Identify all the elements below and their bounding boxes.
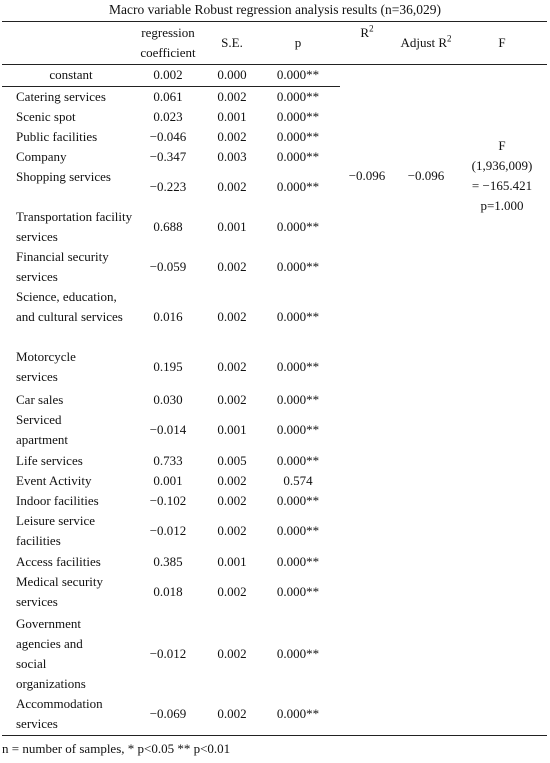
row-coef: 0.030 — [153, 392, 183, 407]
row-name: Life services — [16, 453, 83, 468]
constant-p: 0.000** — [276, 67, 320, 82]
summary-f-line: = −165.421 — [471, 178, 533, 193]
header-r2 — [338, 23, 396, 63]
row-coef: −0.046 — [149, 129, 187, 144]
row-p: 0.000** — [276, 392, 320, 407]
summary-f-line: (1,936,009) — [471, 158, 533, 173]
summary-f-line: F — [498, 138, 506, 153]
row-p: 0.000** — [276, 523, 320, 538]
row-coef: −0.059 — [149, 259, 187, 274]
row-p: 0.000** — [276, 179, 320, 194]
row-p: 0.000** — [276, 309, 320, 324]
constant-se: 0.000 — [217, 67, 247, 82]
header-r2-label: R — [360, 25, 370, 40]
header-p: p — [294, 35, 302, 50]
row-p: 0.000** — [276, 646, 320, 661]
row-name: Shopping services — [16, 169, 111, 184]
row-coef: 0.195 — [153, 359, 183, 374]
row-name: Medical security services — [16, 574, 103, 609]
row-name: Science, education, and cultural services — [16, 289, 123, 324]
row-name: Serviced apartment — [16, 412, 68, 447]
row-se: 0.002 — [217, 646, 247, 661]
row-p: 0.000** — [276, 149, 320, 164]
table-caption: Macro variable Robust regression analysis results (n=36,029) — [109, 2, 441, 17]
summary-f-block — [456, 136, 548, 216]
row-coef: −0.223 — [149, 179, 187, 194]
row-name: Motorcycle services — [16, 349, 76, 384]
row-p: 0.000** — [276, 584, 320, 599]
row-coef: 0.016 — [153, 309, 183, 324]
row-name: Accommodation services — [16, 696, 103, 731]
header-adjust-r2 — [396, 23, 456, 63]
row-name: Access facilities — [16, 554, 101, 569]
constant-coef: 0.002 — [153, 67, 183, 82]
row-coef: 0.733 — [153, 453, 183, 468]
row-se: 0.002 — [217, 584, 247, 599]
summary-adj-r2: −0.096 — [407, 168, 445, 183]
header-r2-sup: 2 — [369, 23, 374, 34]
row-coef: −0.347 — [149, 149, 187, 164]
row-p: 0.000** — [276, 89, 320, 104]
row-p: 0.574 — [283, 473, 313, 488]
row-name: Financial security services — [16, 249, 109, 284]
row-se: 0.001 — [217, 422, 247, 437]
row-name: Government agencies and social organizations — [16, 616, 86, 691]
row-name: Scenic spot — [16, 109, 76, 124]
row-se: 0.002 — [217, 392, 247, 407]
row-p: 0.000** — [276, 109, 320, 124]
row-name: Transportation facility services — [16, 209, 133, 244]
row-coef: −0.069 — [149, 706, 187, 721]
row-se: 0.005 — [217, 453, 247, 468]
header-adj-label: Adjust R — [400, 35, 448, 50]
row-coef: −0.014 — [149, 422, 187, 437]
row-se: 0.001 — [217, 219, 247, 234]
row-se: 0.002 — [217, 359, 247, 374]
row-coef: 0.688 — [153, 219, 183, 234]
row-p: 0.000** — [276, 554, 320, 569]
row-se: 0.003 — [217, 149, 247, 164]
row-name: Public facilities — [16, 129, 98, 144]
table-note: n = number of samples, * p<0.05 ** p<0.01 — [2, 741, 231, 756]
bottom-rule — [2, 735, 547, 736]
header-f: F — [498, 35, 506, 50]
row-name: Indoor facilities — [16, 493, 99, 508]
row-name: Event Activity — [16, 473, 92, 488]
row-coef: −0.102 — [149, 493, 187, 508]
row-name: Catering services — [16, 89, 106, 104]
row-p: 0.000** — [276, 453, 320, 468]
row-se: 0.002 — [217, 473, 247, 488]
row-p: 0.000** — [276, 422, 320, 437]
row-se: 0.002 — [217, 179, 247, 194]
row-se: 0.002 — [217, 89, 247, 104]
row-p: 0.000** — [276, 219, 320, 234]
row-coef: 0.061 — [153, 89, 183, 104]
row-coef: 0.023 — [153, 109, 183, 124]
row-coef: 0.018 — [153, 584, 183, 599]
row-coef: −0.012 — [149, 646, 187, 661]
row-se: 0.002 — [217, 493, 247, 508]
row-se: 0.002 — [217, 309, 247, 324]
row-p: 0.000** — [276, 129, 320, 144]
header-adj-sup: 2 — [447, 33, 452, 44]
row-se: 0.002 — [217, 259, 247, 274]
row-se: 0.002 — [217, 129, 247, 144]
row-name: Leisure service facilities — [16, 513, 96, 548]
row-se: 0.002 — [217, 706, 247, 721]
row-p: 0.000** — [276, 359, 320, 374]
row-se: 0.001 — [217, 554, 247, 569]
row-name: Company — [16, 149, 67, 164]
top-rule — [2, 21, 547, 22]
row-p: 0.000** — [276, 259, 320, 274]
constant-label: constant — [49, 67, 93, 82]
row-se: 0.001 — [217, 109, 247, 124]
row-se: 0.002 — [217, 523, 247, 538]
summary-r2: −0.096 — [348, 168, 386, 183]
row-coef: −0.012 — [149, 523, 187, 538]
row-p: 0.000** — [276, 706, 320, 721]
header-coefficient: regression coefficient — [140, 25, 196, 60]
row-coef: 0.385 — [153, 554, 183, 569]
row-p: 0.000** — [276, 493, 320, 508]
summary-f-line: p=1.000 — [480, 198, 524, 213]
row-coef: 0.001 — [153, 473, 183, 488]
row-name: Car sales — [16, 392, 64, 407]
header-se: S.E. — [221, 35, 243, 50]
